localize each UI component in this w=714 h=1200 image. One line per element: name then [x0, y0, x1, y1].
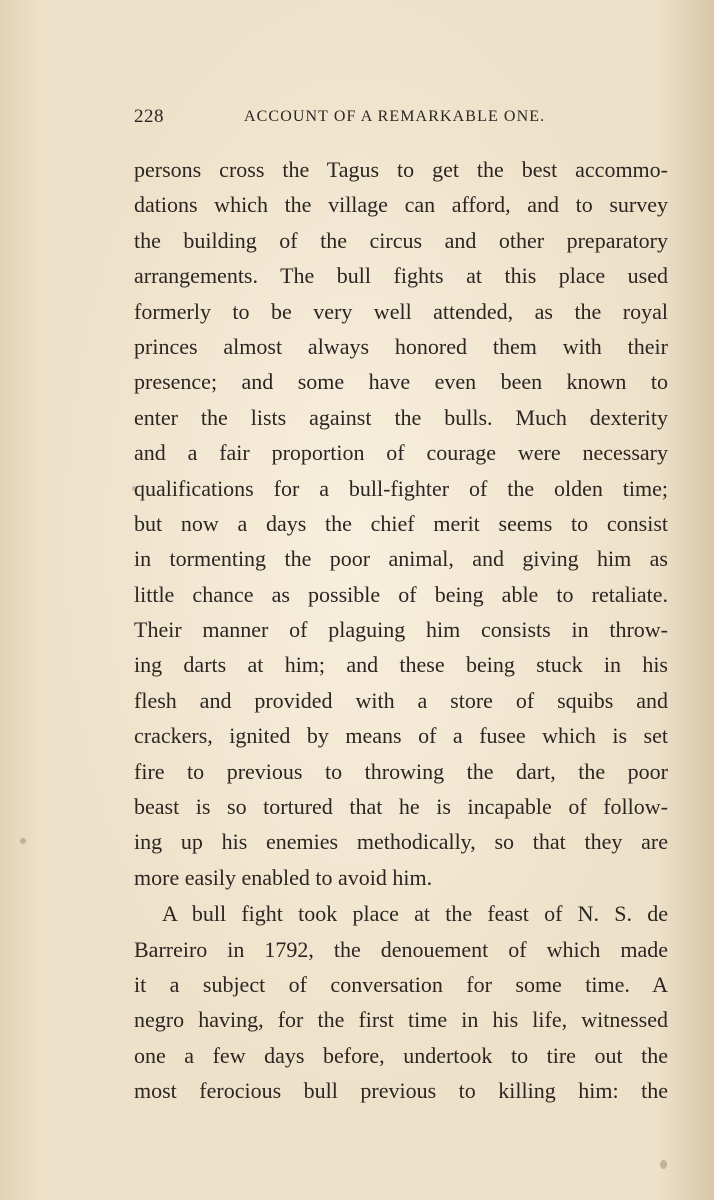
text-line: qualifications for a bull-fighter of the olden time;	[134, 475, 668, 501]
paper-speck	[20, 838, 26, 844]
paragraph-1	[134, 152, 668, 895]
text-line: fire to previous to throwing the dart, the poor	[134, 758, 668, 784]
page-header	[134, 106, 668, 130]
text-line: most ferocious bull previous to killing him: the	[134, 1078, 668, 1104]
text-line: Barreiro in 1792, the denouement of which made	[134, 936, 668, 962]
paragraph-2	[134, 896, 668, 1108]
text-line: Their manner of plaguing him consists in throw-	[134, 617, 668, 643]
text-line: A bull fight took place at the feast of N. S. de	[162, 901, 668, 927]
text-line: enter the lists against the bulls. Much dexterity	[134, 404, 668, 430]
text-line: the building of the circus and other preparatory	[134, 227, 668, 253]
text-line: presence; and some have even been known to	[134, 369, 668, 395]
text-line: ing up his enemies methodically, so that they are	[134, 829, 668, 855]
text-line: princes almost always honored them with their	[134, 333, 668, 359]
text-line: one a few days before, undertook to tire out the	[134, 1042, 668, 1068]
page-number: 228	[134, 106, 164, 127]
running-head: ACCOUNT OF A REMARKABLE ONE.	[244, 108, 546, 125]
text-line: arrangements. The bull fights at this place used	[134, 263, 668, 289]
text-line: and a fair proportion of courage were necessary	[134, 440, 668, 466]
text-line: more easily enabled to avoid him.	[134, 864, 433, 890]
text-line: negro having, for the first time in his life, witnessed	[134, 1007, 668, 1033]
text-line: little chance as possible of being able to retaliate.	[134, 581, 668, 607]
text-line: but now a days the chief merit seems to consist	[134, 510, 668, 536]
text-line: in tormenting the poor animal, and giving him as	[134, 546, 668, 572]
text-line: formerly to be very well attended, as the royal	[134, 298, 668, 324]
text-line: crackers, ignited by means of a fusee which is set	[134, 723, 668, 749]
text-line: dations which the village can afford, and to survey	[134, 192, 668, 218]
text-line: ing darts at him; and these being stuck in his	[134, 652, 668, 678]
text-line: persons cross the Tagus to get the best accommo-	[134, 157, 668, 182]
text-line: flesh and provided with a store of squibs and	[134, 687, 668, 713]
text-line: it a subject of conversation for some time. A	[134, 971, 668, 997]
paper-speck	[660, 1160, 667, 1169]
body-text	[134, 152, 668, 1109]
paper-speck	[132, 486, 136, 491]
text-line: beast is so tortured that he is incapable of follow-	[134, 794, 668, 820]
